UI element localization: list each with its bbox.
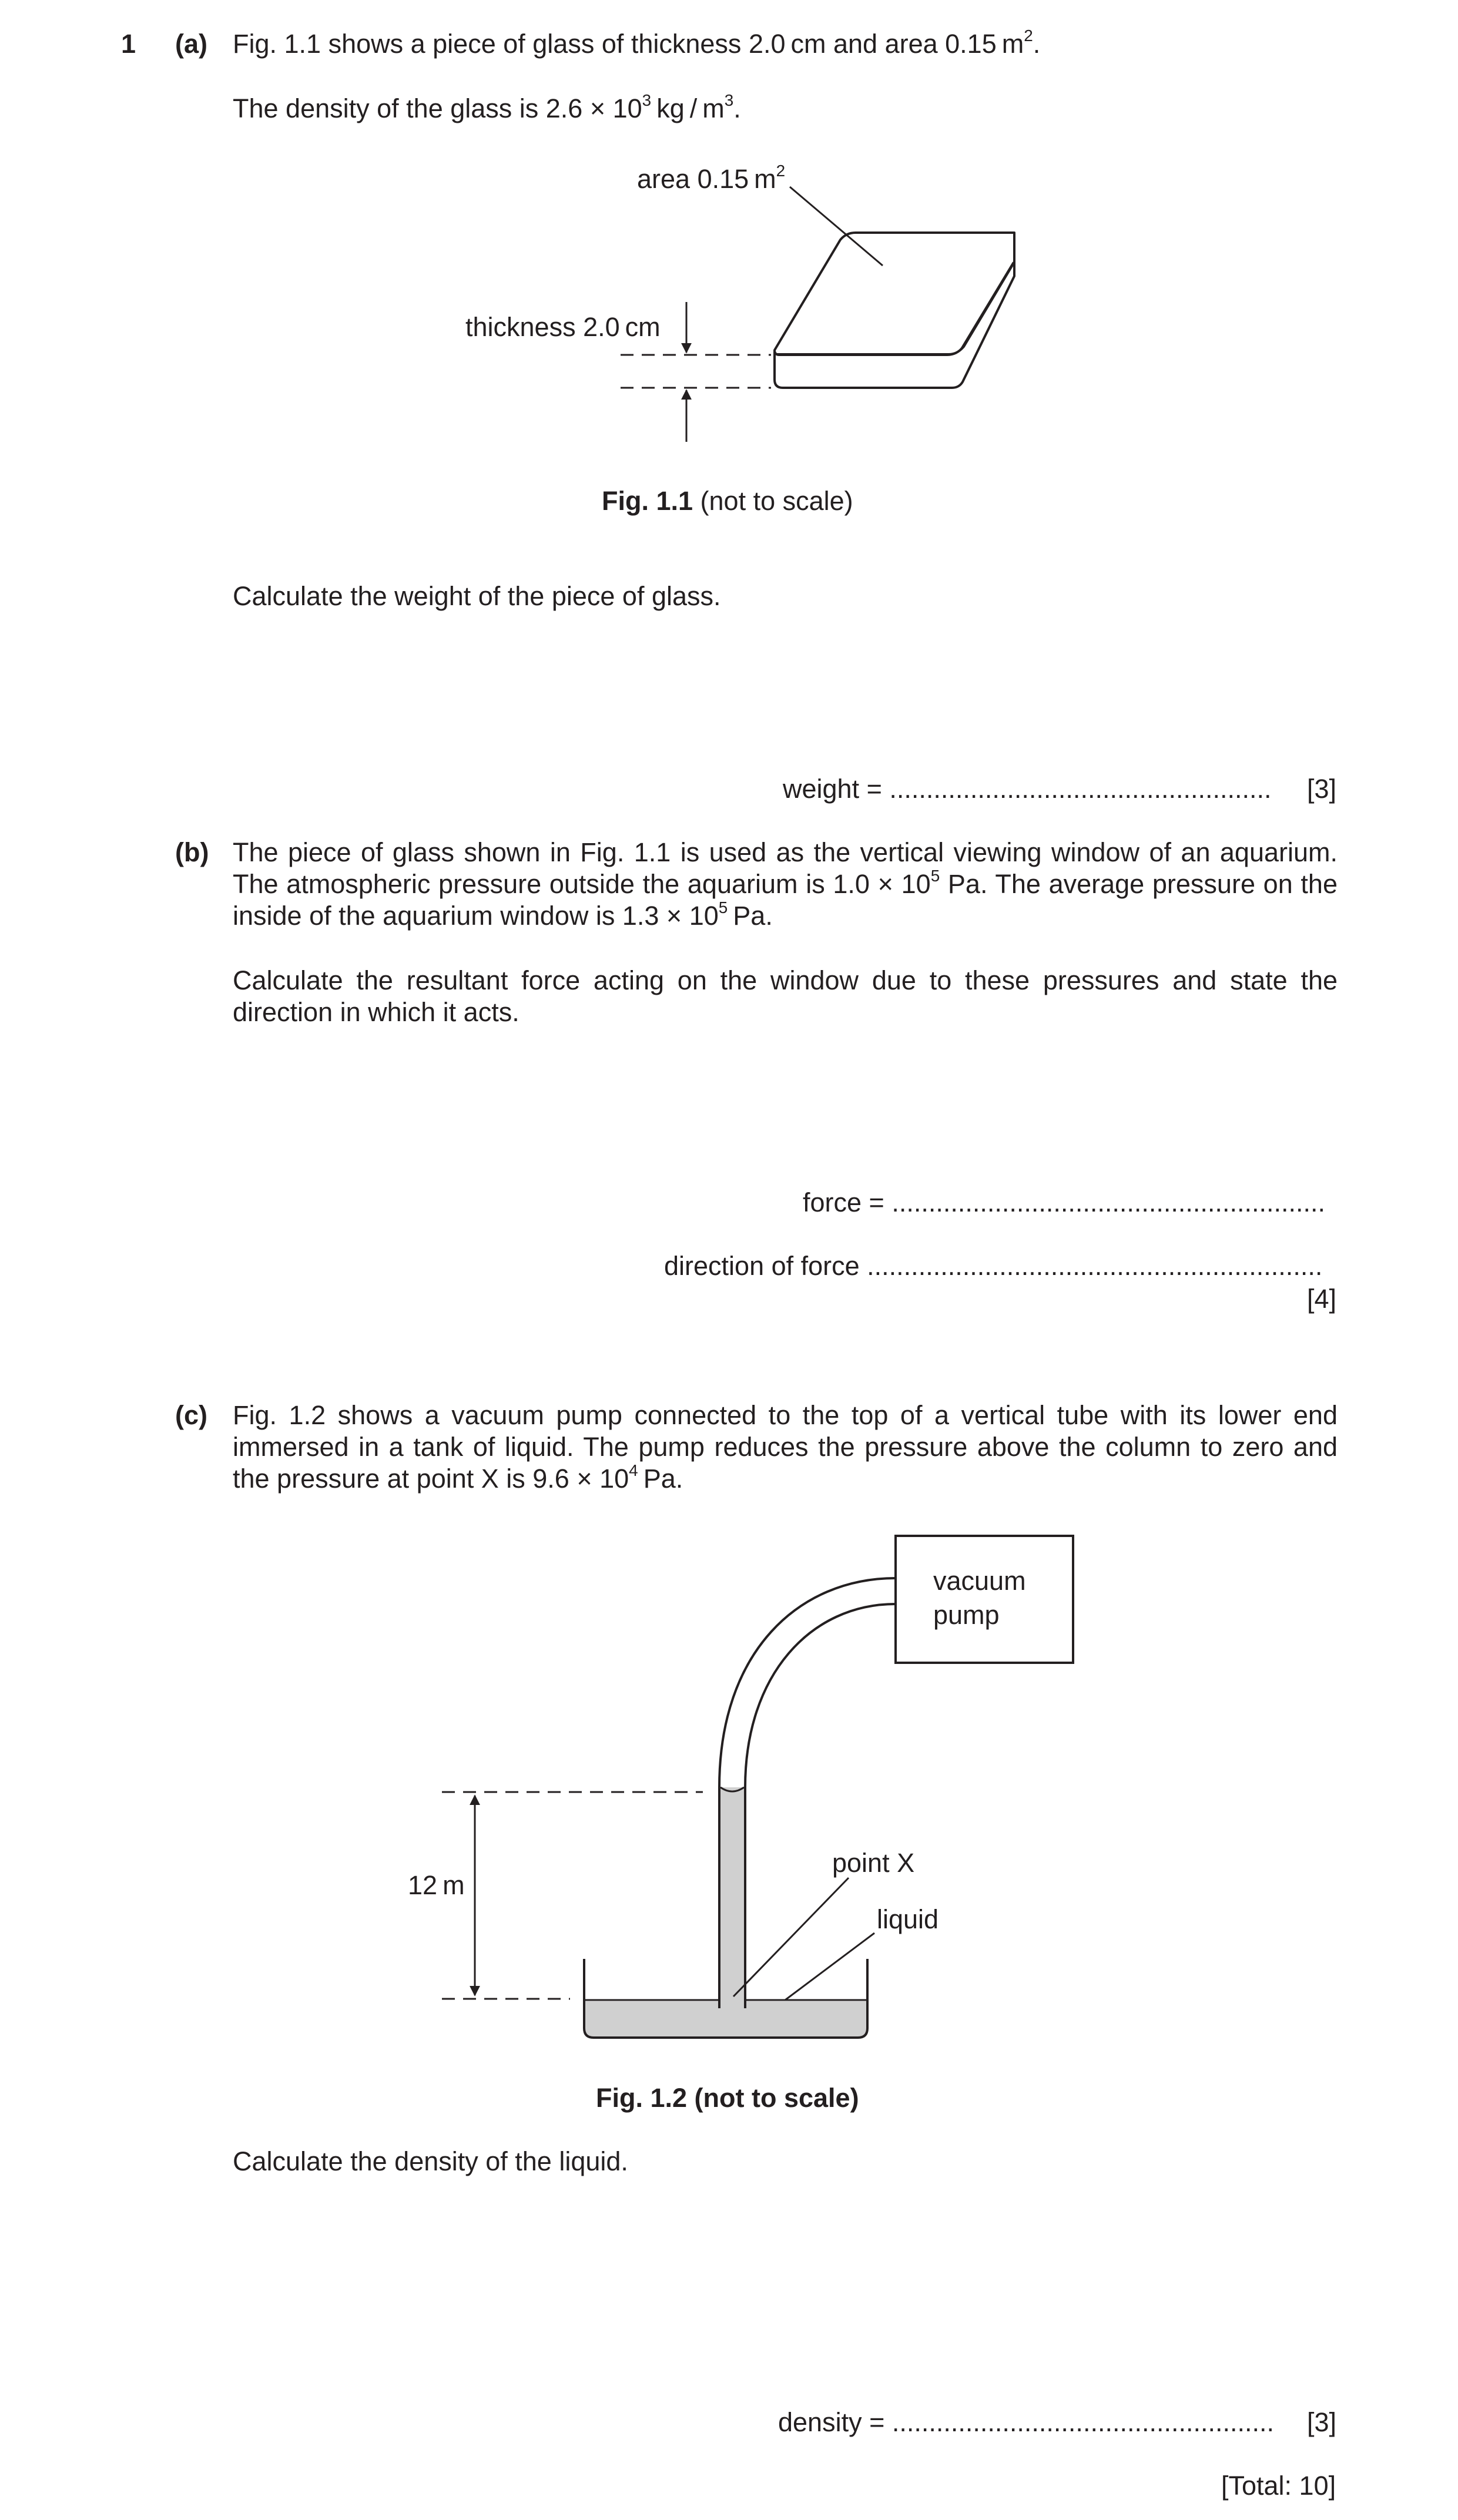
liquid-column — [720, 1787, 744, 2001]
question-number: 1 — [121, 29, 136, 59]
liquid-label: liquid — [877, 1904, 939, 1934]
density-answer-line[interactable]: density = .................................................... — [778, 2407, 1275, 2437]
direction-answer-line[interactable]: direction of force .............................................................. — [664, 1251, 1323, 1281]
part-c-marks: [3] — [1307, 2407, 1337, 2437]
vacuum-pump-label-line-2: pump — [933, 1600, 1000, 1630]
part-c-label: (c) — [175, 1400, 207, 1430]
tank-liquid — [584, 2001, 867, 2036]
part-b-marks: [4] — [1307, 1284, 1337, 1314]
part-b-paragraph-1: The piece of glass shown in Fig. 1.1 is used as the vertical viewing window of an aquarium. The atmospheric pressure outside the aquarium is $1.0 \times 10^5$ Pa. The average pressure on the inside of the aquarium window is $1.3 \times 10^5$ Pa. — [233, 837, 1338, 931]
part-a-task: Calculate the weight of the piece of glass. — [233, 581, 721, 611]
curved-tube-outer — [719, 1578, 896, 1787]
part-a-marks: [3] — [1307, 774, 1337, 804]
part-c-task: Calculate the density of the liquid. — [233, 2146, 628, 2176]
thickness-label: thickness 2.0 cm — [465, 312, 661, 342]
fig-1-1-caption: Fig. 1.1 (not to scale) — [602, 486, 853, 516]
force-answer-line[interactable]: force = ........................................................... — [803, 1187, 1325, 1217]
part-b-paragraph-2: Calculate the resultant force acting on the window due to these pressures and state the direction in which it acts. — [233, 965, 1338, 1027]
vacuum-pump-label-line-1: vacuum — [933, 1566, 1026, 1596]
part-b-label: (b) — [175, 837, 209, 867]
part-a-label: (a) — [175, 29, 207, 59]
part-c-paragraph: Fig. 1.2 shows a vacuum pump connected to the top of a vertical tube with its lower end immersed in a tank of liquid. The pump reduces the pressure above the column to zero and the pressure at point X is $9.6 \times 10^4$ Pa. — [233, 1400, 1338, 1494]
weight-answer-line[interactable]: weight = .................................................... — [783, 774, 1272, 804]
fig-1-2-caption: Fig. 1.2 (not to scale) — [596, 2083, 859, 2113]
curved-tube-inner — [745, 1604, 896, 1787]
glass-density-statement: The density of the glass is $2.6 \times 10^3$ kg / $m^3$. — [233, 90, 741, 123]
question-total-marks: [Total: 10] — [1221, 2471, 1336, 2501]
height-label: 12 m — [408, 1870, 465, 1900]
area-label: area 0.15 $m^2$ — [637, 161, 786, 194]
part-a-intro: Fig. 1.1 shows a piece of glass of thickness 2.0 cm and area 0.15 $m^2$. — [233, 26, 1041, 59]
point-x-label: point X — [832, 1848, 915, 1878]
